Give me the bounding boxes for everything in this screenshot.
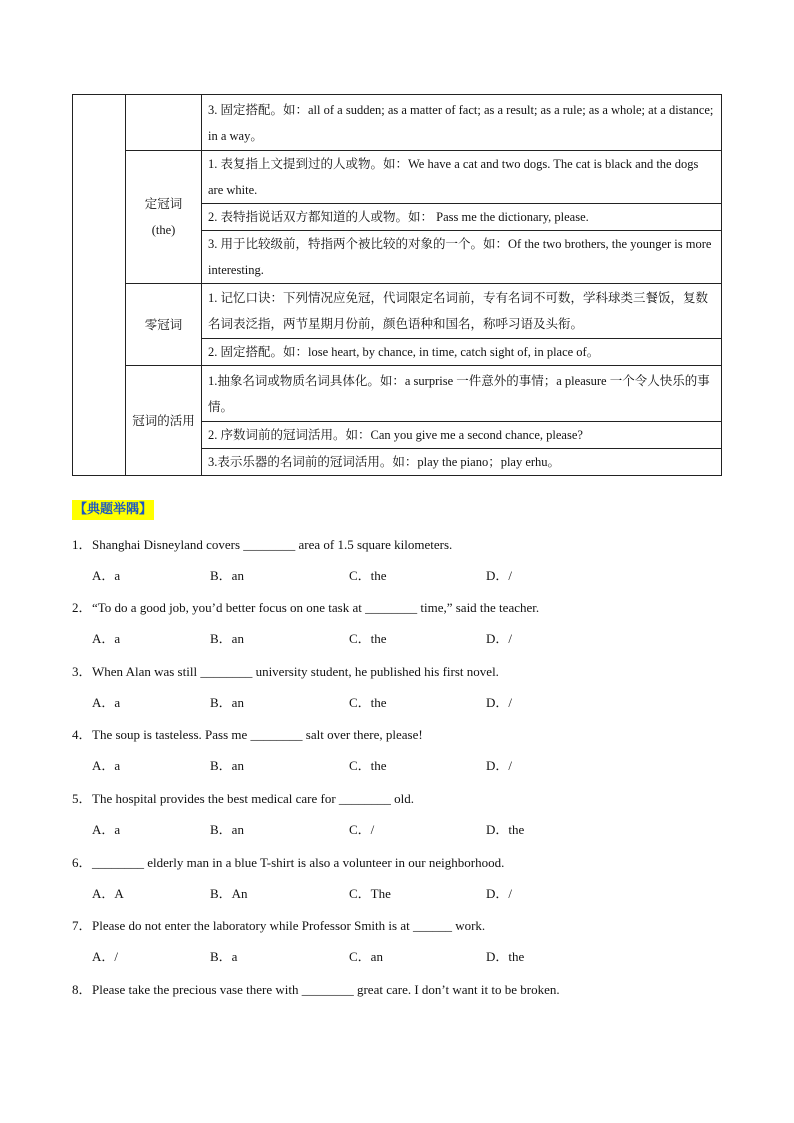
question-stem: [72, 599, 539, 617]
question-stem: [72, 917, 485, 935]
answer-option[interactable]: A．a: [92, 568, 121, 583]
table-row: [73, 95, 722, 151]
usage-cell: 1.抽象名词或物质名词具体化。如：a surprise 一件意外的事情；a pleasure 一个令人快乐的事情。: [202, 366, 722, 422]
usage-cell: 2. 表特指说话双方都知道的人或物。如： Pass me the dictionary, please.: [202, 204, 722, 231]
answer-option[interactable]: B．a: [210, 949, 238, 964]
category-cell: [73, 95, 126, 476]
answer-option[interactable]: C．The: [349, 886, 391, 901]
article-usage-table: [72, 94, 722, 476]
question-number: 4．: [72, 727, 92, 742]
question-text: When Alan was still ________ university student, he published his first novel.: [92, 664, 499, 679]
answer-option[interactable]: C．/: [349, 822, 375, 837]
table-row: [73, 151, 722, 204]
question-text: Please do not enter the laboratory while Professor Smith is at ______ work.: [92, 918, 486, 933]
answer-option[interactable]: D．the: [486, 949, 525, 964]
answer-option[interactable]: B．an: [210, 822, 244, 837]
answer-option[interactable]: A．a: [92, 822, 121, 837]
question-stem: [72, 726, 423, 744]
question-stem: [72, 854, 504, 872]
group-cell-flexible-use: [126, 366, 202, 476]
usage-cell: 2. 固定搭配。如：lose heart, by chance, in time, catch sight of, in place of。: [202, 339, 722, 366]
answer-option[interactable]: D．the: [486, 822, 525, 837]
usage-cell: 1. 表复指上文提到过的人或物。如：We have a cat and two dogs. The cat is black and the dogs are white.: [202, 151, 722, 204]
group-label: 定冠词 (the): [144, 197, 183, 237]
usage-cell: 3. 用于比较级前，特指两个被比较的对象的一个。如：Of the two brothers, the younger is more interesting.: [202, 231, 722, 284]
answer-option[interactable]: A．A: [92, 886, 124, 901]
question-number: 6．: [72, 855, 92, 870]
question-stem: [72, 536, 452, 554]
answer-option[interactable]: C．the: [349, 631, 387, 646]
question-text: ________ elderly man in a blue T-shirt is also a volunteer in our neighborhood.: [92, 855, 505, 870]
question-text: The soup is tasteless. Pass me ________ salt over there, please!: [92, 727, 423, 742]
usage-cell: 3.表示乐器的名词前的冠词活用。如：play the piano；play erhu。: [202, 449, 722, 476]
question-number: 8．: [72, 982, 92, 997]
table-row: [73, 366, 722, 422]
question-text: Shanghai Disneyland covers ________ area of 1.5 square kilometers.: [92, 537, 453, 552]
group-cell-zero-article: [126, 284, 202, 366]
group-cell-definite-article: [126, 151, 202, 284]
answer-option[interactable]: D．/: [486, 631, 513, 646]
question-number: 3．: [72, 664, 92, 679]
answer-option[interactable]: A．a: [92, 695, 121, 710]
answer-option[interactable]: A．a: [92, 758, 121, 773]
question-stem: [72, 663, 499, 681]
table-row: [73, 284, 722, 339]
question-number: 2．: [72, 600, 92, 615]
answer-option[interactable]: D．/: [486, 568, 513, 583]
group-label: 冠词的活用: [132, 413, 195, 428]
section-title: 【典题举隅】: [72, 500, 154, 520]
question-stem: [72, 981, 560, 999]
question-number: 5．: [72, 791, 92, 806]
answer-option[interactable]: B．an: [210, 758, 244, 773]
answer-option[interactable]: A．a: [92, 631, 121, 646]
answer-option[interactable]: C．the: [349, 695, 387, 710]
usage-cell: 3. 固定搭配。如：all of a sudden; as a matter of fact; as a result; as a rule; as a whole; at a distance; in a way。: [202, 95, 722, 151]
answer-option[interactable]: B．an: [210, 695, 244, 710]
answer-option[interactable]: D．/: [486, 758, 513, 773]
answer-option[interactable]: D．/: [486, 695, 513, 710]
answer-option[interactable]: C．the: [349, 568, 387, 583]
answer-option[interactable]: C．the: [349, 758, 387, 773]
question-text: The hospital provides the best medical care for ________ old.: [92, 791, 415, 806]
answer-option[interactable]: B．an: [210, 631, 244, 646]
question-text: Please take the precious vase there with ________ great care. I don’t want it to be broken.: [92, 982, 560, 997]
group-label: 零冠词: [144, 317, 183, 332]
question-stem: [72, 790, 414, 808]
answer-option[interactable]: C．an: [349, 949, 383, 964]
usage-cell: 1. 记忆口诀：下列情况应免冠，代词限定名词前，专有名词不可数，学科球类三餐饭，复数名词表泛指，两节星期月份前，颜色语种和国名，称呼习语及头衔。: [202, 284, 722, 339]
group-cell: [126, 95, 202, 151]
usage-cell: 2. 序数词前的冠词活用。如：Can you give me a second chance, please?: [202, 422, 722, 449]
answer-option[interactable]: B．An: [210, 886, 248, 901]
question-number: 7．: [72, 918, 92, 933]
question-text: “To do a good job, you’d better focus on one task at ________ time,” said the teacher.: [92, 600, 540, 615]
answer-option[interactable]: B．an: [210, 568, 244, 583]
question-number: 1．: [72, 537, 92, 552]
answer-option[interactable]: D．/: [486, 886, 513, 901]
answer-option[interactable]: A．/: [92, 949, 119, 964]
